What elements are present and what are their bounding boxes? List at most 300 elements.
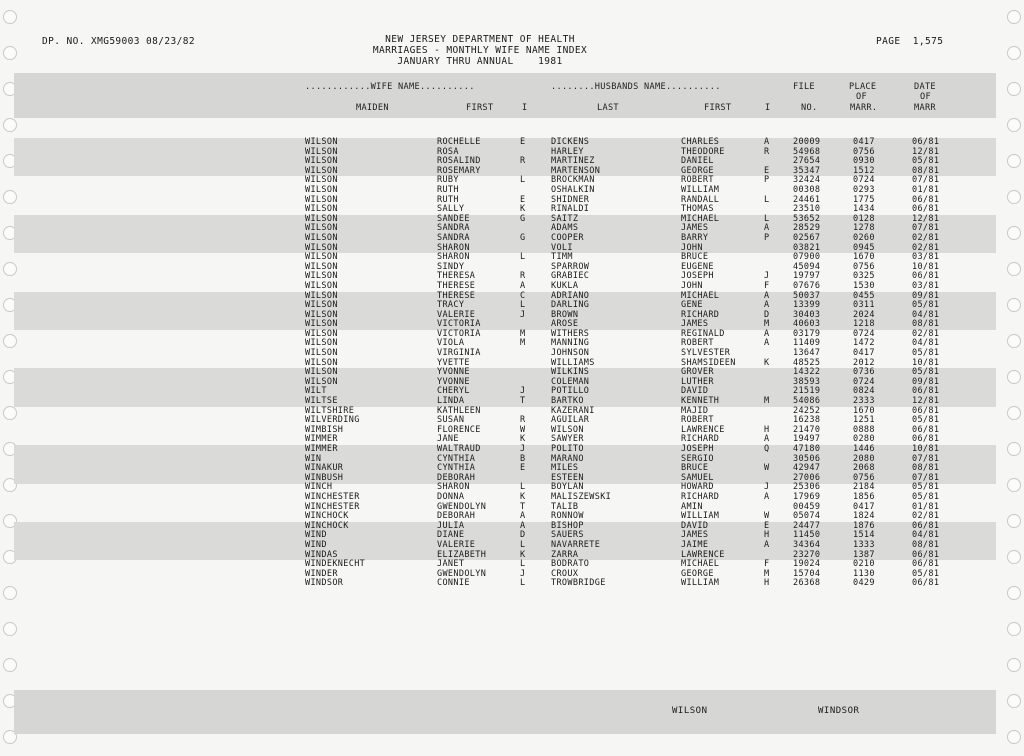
wife-first-name: SANDEE bbox=[437, 213, 470, 224]
date-of-marriage: 06/81 bbox=[912, 405, 940, 416]
place-of-marriage: 1472 bbox=[853, 338, 875, 349]
wife-first-name: WALTRAUD bbox=[437, 444, 481, 454]
husband-last-name: COLEMAN bbox=[551, 376, 590, 387]
date-of-marriage: 12/81 bbox=[912, 146, 940, 157]
date-of-marriage: 02/81 bbox=[912, 232, 940, 243]
husband-last-name: ZARRA bbox=[551, 549, 579, 560]
husband-last-name: WITHERS bbox=[551, 328, 590, 339]
wife-first-name: TRACY bbox=[437, 300, 465, 311]
feed-hole bbox=[3, 46, 17, 60]
husband-last-name: SHIDNER bbox=[551, 194, 590, 205]
husband-first-name: HOWARD bbox=[681, 482, 714, 493]
husband-initial: A bbox=[764, 434, 770, 445]
place-of-marriage: 0756 bbox=[853, 146, 875, 157]
maiden-name: WILSON bbox=[305, 328, 338, 339]
maiden-name: WILT bbox=[305, 386, 327, 397]
husband-last-name: POLITO bbox=[551, 444, 584, 454]
wife-first-name: SUSAN bbox=[437, 415, 465, 426]
file-number: 24252 bbox=[793, 405, 821, 416]
date-of-marriage: 02/81 bbox=[912, 328, 940, 339]
file-number: 53652 bbox=[793, 213, 821, 224]
husband-last-name: BISHOP bbox=[551, 520, 584, 531]
file-number: 17969 bbox=[793, 491, 821, 502]
wife-first-name: JANET bbox=[437, 559, 465, 570]
wife-first-name: SHARON bbox=[437, 252, 470, 263]
date-of-marriage: 01/81 bbox=[912, 184, 940, 195]
wife-initial: G bbox=[520, 213, 526, 224]
wife-first-name: DEBORAH bbox=[437, 511, 476, 522]
husband-first-name: RICHARD bbox=[681, 434, 720, 445]
husband-last-name: ESTEEN bbox=[551, 472, 584, 483]
place-of-marriage: 0756 bbox=[853, 261, 875, 272]
date-of-marriage: 04/81 bbox=[912, 530, 940, 541]
maiden-name: WILSON bbox=[305, 319, 338, 330]
husband-last-name: RONNOW bbox=[551, 511, 584, 522]
husband-first-name: ROBERT bbox=[681, 338, 714, 349]
table-row bbox=[0, 579, 1024, 589]
wife-first-name: YVONNE bbox=[437, 376, 470, 387]
file-number: 11409 bbox=[793, 338, 821, 349]
husband-last-name: JOHNSON bbox=[551, 348, 590, 359]
maiden-name: WILSON bbox=[305, 242, 338, 253]
wife-initial: J bbox=[520, 444, 526, 454]
wife-initial: K bbox=[520, 491, 526, 502]
file-number: 07900 bbox=[793, 252, 821, 263]
wife-initial: J bbox=[520, 309, 526, 320]
maiden-name: WILSON bbox=[305, 348, 338, 359]
husband-initial: H bbox=[764, 424, 770, 435]
husband-initial: W bbox=[764, 463, 770, 474]
wife-initial: A bbox=[520, 511, 526, 522]
date-of-marriage: 06/81 bbox=[912, 424, 940, 435]
column-header-band bbox=[14, 73, 996, 118]
file-number: 03179 bbox=[793, 328, 821, 339]
wife-first-name: VALERIE bbox=[437, 309, 476, 320]
file-number: 05074 bbox=[793, 511, 821, 522]
file-number: 30403 bbox=[793, 309, 821, 320]
husband-initial: P bbox=[764, 232, 770, 243]
husband-first-name: SHAMSIDEEN bbox=[681, 357, 736, 368]
maiden-name: WILSON bbox=[305, 165, 338, 176]
wife-initial: G bbox=[520, 232, 526, 243]
husband-last-name: POTILLO bbox=[551, 386, 590, 397]
col-last: LAST bbox=[597, 103, 619, 113]
maiden-name: WINCHOCK bbox=[305, 511, 349, 522]
husband-name-group-header: ........HUSBANDS NAME.......... bbox=[551, 82, 721, 92]
wife-initial: K bbox=[520, 204, 526, 215]
date-of-marriage: 09/81 bbox=[912, 290, 940, 301]
file-number: 34364 bbox=[793, 539, 821, 550]
husband-initial: K bbox=[764, 357, 770, 368]
husband-last-name: BOYLAN bbox=[551, 482, 584, 493]
date-of-marriage: 06/81 bbox=[912, 137, 940, 147]
husband-first-name: MAJID bbox=[681, 405, 709, 416]
file-number: 07676 bbox=[793, 280, 821, 291]
husband-initial: J bbox=[764, 482, 770, 493]
wife-initial: L bbox=[520, 252, 526, 263]
husband-initial: H bbox=[764, 578, 770, 589]
husband-initial: A bbox=[764, 491, 770, 502]
title-line-2: MARRIAGES - MONTHLY WIFE NAME INDEX bbox=[372, 45, 588, 56]
feed-hole bbox=[1007, 622, 1021, 636]
husband-last-name: DARLING bbox=[551, 300, 590, 311]
wife-first-name: ROSA bbox=[437, 146, 459, 157]
file-number: 13399 bbox=[793, 300, 821, 311]
col-initial: I bbox=[522, 103, 528, 113]
col-place-1: PLACE bbox=[849, 82, 877, 92]
feed-hole bbox=[3, 10, 17, 24]
wife-first-name: GWENDOLYN bbox=[437, 501, 487, 512]
wife-first-name: ROCHELLE bbox=[437, 137, 481, 147]
husband-initial: A bbox=[764, 223, 770, 234]
file-number: 42947 bbox=[793, 463, 821, 474]
place-of-marriage: 0293 bbox=[853, 184, 875, 195]
maiden-name: WINCHESTER bbox=[305, 491, 360, 502]
husband-last-name: MARTINEZ bbox=[551, 156, 595, 167]
maiden-name: WILSON bbox=[305, 261, 338, 272]
husband-first-name: LUTHER bbox=[681, 376, 714, 387]
feed-hole bbox=[3, 622, 17, 636]
date-of-marriage: 05/81 bbox=[912, 415, 940, 426]
husband-last-name: OSHALKIN bbox=[551, 184, 595, 195]
date-of-marriage: 05/81 bbox=[912, 367, 940, 378]
date-of-marriage: 07/81 bbox=[912, 453, 940, 464]
file-number: 45094 bbox=[793, 261, 821, 272]
wife-initial: L bbox=[520, 482, 526, 493]
file-number: 47180 bbox=[793, 444, 821, 454]
husband-first-name: WILLIAM bbox=[681, 578, 720, 589]
place-of-marriage: 2184 bbox=[853, 482, 875, 493]
wife-first-name: RUTH bbox=[437, 194, 459, 205]
place-of-marriage: 1446 bbox=[853, 444, 875, 454]
index-rows bbox=[0, 138, 1024, 589]
wife-first-name: VICTORIA bbox=[437, 328, 481, 339]
maiden-name: WILVERDING bbox=[305, 415, 360, 426]
husband-initial: M bbox=[764, 396, 770, 407]
date-of-marriage: 07/81 bbox=[912, 472, 940, 483]
wife-initial: R bbox=[520, 415, 526, 426]
date-of-marriage: 12/81 bbox=[912, 213, 940, 224]
place-of-marriage: 0325 bbox=[853, 271, 875, 282]
place-of-marriage: 2080 bbox=[853, 453, 875, 464]
husband-initial: F bbox=[764, 559, 770, 570]
husband-initial: Q bbox=[764, 444, 770, 454]
place-of-marriage: 2068 bbox=[853, 463, 875, 474]
file-number: 21519 bbox=[793, 386, 821, 397]
place-of-marriage: 0930 bbox=[853, 156, 875, 167]
husband-last-name: TROWBRIDGE bbox=[551, 578, 606, 589]
wife-initial: E bbox=[520, 137, 526, 147]
maiden-name: WINCHESTER bbox=[305, 501, 360, 512]
title-line-3: JANUARY THRU ANNUAL 1981 bbox=[397, 56, 563, 67]
wife-initial: D bbox=[520, 530, 526, 541]
husband-last-name: GRABIEC bbox=[551, 271, 590, 282]
place-of-marriage: 0210 bbox=[853, 559, 875, 570]
wife-first-name: THERESE bbox=[437, 280, 476, 291]
place-of-marriage: 1824 bbox=[853, 511, 875, 522]
date-of-marriage: 06/81 bbox=[912, 204, 940, 215]
place-of-marriage: 0945 bbox=[853, 242, 875, 253]
file-number: 26368 bbox=[793, 578, 821, 589]
maiden-name: WILSON bbox=[305, 376, 338, 387]
place-of-marriage: 1434 bbox=[853, 204, 875, 215]
husband-initial: L bbox=[764, 213, 770, 224]
wife-first-name: YVETTE bbox=[437, 357, 470, 368]
maiden-name: WILSON bbox=[305, 137, 338, 147]
place-of-marriage: 1278 bbox=[853, 223, 875, 234]
wife-initial: M bbox=[520, 328, 526, 339]
date-of-marriage: 08/81 bbox=[912, 463, 940, 474]
wife-first-name: RUBY bbox=[437, 175, 459, 186]
husband-first-name: RICHARD bbox=[681, 491, 720, 502]
husband-last-name: BARTKO bbox=[551, 396, 584, 407]
husband-initial: R bbox=[764, 146, 770, 157]
date-of-marriage: 06/81 bbox=[912, 559, 940, 570]
maiden-name: WILTSE bbox=[305, 396, 338, 407]
date-of-marriage: 06/81 bbox=[912, 549, 940, 560]
date-of-marriage: 08/81 bbox=[912, 319, 940, 330]
husband-initial: P bbox=[764, 175, 770, 186]
husband-first-name: REGINALD bbox=[681, 328, 725, 339]
husband-last-name: NAVARRETE bbox=[551, 539, 601, 550]
husband-first-name: JOSEPH bbox=[681, 271, 714, 282]
date-of-marriage: 02/81 bbox=[912, 242, 940, 253]
file-number: 24461 bbox=[793, 194, 821, 205]
husband-first-name: RANDALL bbox=[681, 194, 720, 205]
wife-initial: R bbox=[520, 156, 526, 167]
maiden-name: WILTSHIRE bbox=[305, 405, 355, 416]
husband-initial: A bbox=[764, 328, 770, 339]
wife-first-name: SANDRA bbox=[437, 232, 470, 243]
wife-initial: L bbox=[520, 300, 526, 311]
husband-first-name: GENE bbox=[681, 300, 703, 311]
wife-initial: T bbox=[520, 501, 526, 512]
wife-first-name: CYNTHIA bbox=[437, 453, 476, 464]
maiden-name: WILSON bbox=[305, 194, 338, 205]
date-of-marriage: 05/81 bbox=[912, 568, 940, 579]
place-of-marriage: 0417 bbox=[853, 137, 875, 147]
place-of-marriage: 0724 bbox=[853, 175, 875, 186]
maiden-name: WIND bbox=[305, 539, 327, 550]
place-of-marriage: 1670 bbox=[853, 252, 875, 263]
maiden-name: WIN bbox=[305, 453, 322, 464]
maiden-name: WINDAS bbox=[305, 549, 338, 560]
wife-initial: K bbox=[520, 434, 526, 445]
place-of-marriage: 1775 bbox=[853, 194, 875, 205]
file-number: 32424 bbox=[793, 175, 821, 186]
file-number: 15704 bbox=[793, 568, 821, 579]
file-number: 54086 bbox=[793, 396, 821, 407]
husband-initial: M bbox=[764, 568, 770, 579]
wife-first-name: VIRGINIA bbox=[437, 348, 481, 359]
wife-first-name: ROSEMARY bbox=[437, 165, 481, 176]
wife-initial: L bbox=[520, 175, 526, 186]
place-of-marriage: 0756 bbox=[853, 472, 875, 483]
wife-first-name: DONNA bbox=[437, 491, 465, 502]
husband-last-name: TALIB bbox=[551, 501, 579, 512]
maiden-name: WINDSOR bbox=[305, 578, 344, 589]
wife-first-name: FLORENCE bbox=[437, 424, 481, 435]
wife-first-name: VIOLA bbox=[437, 338, 465, 349]
maiden-name: WINCH bbox=[305, 482, 333, 493]
husband-initial: A bbox=[764, 290, 770, 301]
husband-first-name: GEORGE bbox=[681, 568, 714, 579]
date-of-marriage: 03/81 bbox=[912, 280, 940, 291]
date-of-marriage: 05/81 bbox=[912, 482, 940, 493]
col-husband-initial: I bbox=[765, 103, 771, 113]
husband-last-name: KUKLA bbox=[551, 280, 579, 291]
date-of-marriage: 06/81 bbox=[912, 520, 940, 531]
wife-initial: L bbox=[520, 578, 526, 589]
maiden-name: WINDEKNECHT bbox=[305, 559, 366, 570]
wife-initial: L bbox=[520, 559, 526, 570]
place-of-marriage: 0260 bbox=[853, 232, 875, 243]
wife-initial: A bbox=[520, 520, 526, 531]
wife-first-name: THERESA bbox=[437, 271, 476, 282]
husband-last-name: MALISZEWSKI bbox=[551, 491, 612, 502]
report-title bbox=[300, 34, 660, 67]
husband-initial: W bbox=[764, 511, 770, 522]
husband-first-name: JAMES bbox=[681, 530, 709, 541]
husband-initial: A bbox=[764, 300, 770, 311]
maiden-name: WILSON bbox=[305, 156, 338, 167]
husband-last-name: AROSE bbox=[551, 319, 579, 330]
date-of-marriage: 05/81 bbox=[912, 156, 940, 167]
husband-first-name: JOHN bbox=[681, 280, 703, 291]
husband-first-name: DAVID bbox=[681, 520, 709, 531]
wife-initial: E bbox=[520, 194, 526, 205]
husband-first-name: LAWRENCE bbox=[681, 424, 725, 435]
file-number: 54968 bbox=[793, 146, 821, 157]
maiden-name: WIMMER bbox=[305, 444, 338, 454]
husband-first-name: DAVID bbox=[681, 386, 709, 397]
wife-first-name: SHARON bbox=[437, 242, 470, 253]
col-maiden: MAIDEN bbox=[356, 103, 389, 113]
husband-initial: J bbox=[764, 271, 770, 282]
date-of-marriage: 05/81 bbox=[912, 300, 940, 311]
file-number: 24477 bbox=[793, 520, 821, 531]
maiden-name: WILSON bbox=[305, 204, 338, 215]
document-number: DP. NO. XMG59003 08/23/82 bbox=[42, 36, 195, 47]
maiden-name: WILSON bbox=[305, 252, 338, 263]
date-of-marriage: 06/81 bbox=[912, 194, 940, 205]
date-of-marriage: 06/81 bbox=[912, 434, 940, 445]
husband-last-name: WILLIAMS bbox=[551, 357, 595, 368]
file-number: 50037 bbox=[793, 290, 821, 301]
date-of-marriage: 06/81 bbox=[912, 386, 940, 397]
place-of-marriage: 0824 bbox=[853, 386, 875, 397]
maiden-name: WILSON bbox=[305, 175, 338, 186]
husband-last-name: MILES bbox=[551, 463, 579, 474]
place-of-marriage: 0429 bbox=[853, 578, 875, 589]
maiden-name: WINDER bbox=[305, 568, 338, 579]
maiden-name: WILSON bbox=[305, 213, 338, 224]
date-of-marriage: 03/81 bbox=[912, 252, 940, 263]
file-number: 48525 bbox=[793, 357, 821, 368]
place-of-marriage: 1856 bbox=[853, 491, 875, 502]
husband-initial: F bbox=[764, 280, 770, 291]
maiden-name: WINAKUR bbox=[305, 463, 344, 474]
husband-last-name: SAUERS bbox=[551, 530, 584, 541]
footer-range-to: WINDSOR bbox=[818, 706, 860, 716]
husband-last-name: KAZERANI bbox=[551, 405, 595, 416]
husband-first-name: DANIEL bbox=[681, 156, 714, 167]
husband-first-name: MICHAEL bbox=[681, 559, 720, 570]
wife-initial: R bbox=[520, 271, 526, 282]
title-line-1: NEW JERSEY DEPARTMENT OF HEALTH bbox=[385, 34, 575, 45]
date-of-marriage: 09/81 bbox=[912, 376, 940, 387]
wife-initial: E bbox=[520, 463, 526, 474]
wife-initial: B bbox=[520, 453, 526, 464]
maiden-name: WILSON bbox=[305, 146, 338, 157]
wife-first-name: DIANE bbox=[437, 530, 465, 541]
husband-last-name: CROUX bbox=[551, 568, 579, 579]
maiden-name: WILSON bbox=[305, 290, 338, 301]
husband-first-name: ROBERT bbox=[681, 415, 714, 426]
wife-first-name: SINDY bbox=[437, 261, 465, 272]
wife-initial: W bbox=[520, 424, 526, 435]
wife-first-name: SALLY bbox=[437, 204, 465, 215]
file-number: 11450 bbox=[793, 530, 821, 541]
date-of-marriage: 05/81 bbox=[912, 348, 940, 359]
place-of-marriage: 1670 bbox=[853, 405, 875, 416]
husband-last-name: AGUILAR bbox=[551, 415, 590, 426]
file-number: 23270 bbox=[793, 549, 821, 560]
husband-first-name: GROVER bbox=[681, 367, 714, 378]
file-number: 19497 bbox=[793, 434, 821, 445]
col-first: FIRST bbox=[466, 103, 494, 113]
husband-initial: A bbox=[764, 539, 770, 550]
wife-initial: J bbox=[520, 386, 526, 397]
husband-first-name: JOSEPH bbox=[681, 444, 714, 454]
place-of-marriage: 0417 bbox=[853, 348, 875, 359]
husband-last-name: MARTENSON bbox=[551, 165, 601, 176]
place-of-marriage: 2012 bbox=[853, 357, 875, 368]
col-place-3: MARR. bbox=[850, 103, 878, 113]
husband-first-name: CHARLES bbox=[681, 137, 720, 147]
place-of-marriage: 1530 bbox=[853, 280, 875, 291]
place-of-marriage: 0128 bbox=[853, 213, 875, 224]
wife-first-name: CHERYL bbox=[437, 386, 470, 397]
wife-first-name: RUTH bbox=[437, 184, 459, 195]
husband-last-name: TIMM bbox=[551, 252, 573, 263]
place-of-marriage: 0724 bbox=[853, 328, 875, 339]
maiden-name: WINCHOCK bbox=[305, 520, 349, 531]
file-number: 00308 bbox=[793, 184, 821, 195]
date-of-marriage: 10/81 bbox=[912, 261, 940, 272]
place-of-marriage: 0724 bbox=[853, 376, 875, 387]
wife-name-group-header: ............WIFE NAME.......... bbox=[305, 82, 475, 92]
husband-first-name: LAWRENCE bbox=[681, 549, 725, 560]
wife-first-name: SANDRA bbox=[437, 223, 470, 234]
feed-hole bbox=[1007, 118, 1021, 132]
place-of-marriage: 1333 bbox=[853, 539, 875, 550]
husband-last-name: RINALDI bbox=[551, 204, 590, 215]
place-of-marriage: 1512 bbox=[853, 165, 875, 176]
date-of-marriage: 06/81 bbox=[912, 271, 940, 282]
file-number: 19024 bbox=[793, 559, 821, 570]
husband-first-name: SAMUEL bbox=[681, 472, 714, 483]
husband-first-name: JAMES bbox=[681, 319, 709, 330]
feed-hole bbox=[1007, 658, 1021, 672]
maiden-name: WILSON bbox=[305, 357, 338, 368]
husband-last-name: WILKINS bbox=[551, 367, 590, 378]
feed-hole bbox=[1007, 46, 1021, 60]
wife-first-name: VALERIE bbox=[437, 539, 476, 550]
husband-first-name: JAIME bbox=[681, 539, 709, 550]
husband-first-name: SYLVESTER bbox=[681, 348, 731, 359]
husband-initial: M bbox=[764, 319, 770, 330]
